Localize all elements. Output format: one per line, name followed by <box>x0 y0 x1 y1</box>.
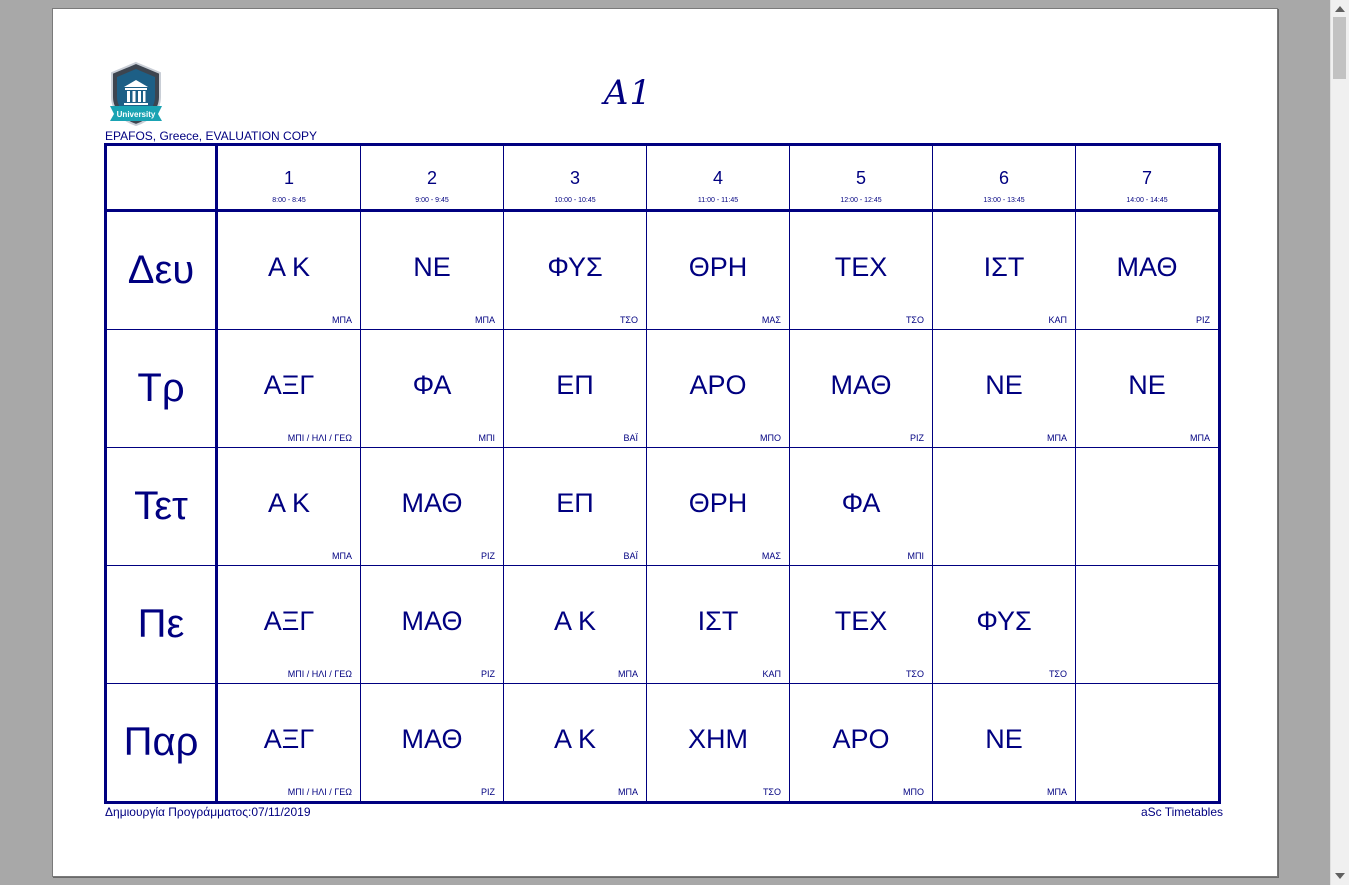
creation-date: Δημιουργία Προγράμματος:07/11/2019 <box>105 805 311 819</box>
teacher-code: ΡΙΖ <box>1195 315 1210 325</box>
lesson-cell <box>1076 330 1220 448</box>
lesson-cell <box>647 448 790 566</box>
period-time: 11:00 - 11:45 <box>697 197 739 204</box>
lesson-cell <box>647 330 790 448</box>
teacher-code: ΤΣΟ <box>619 315 638 325</box>
subject-code: ΜΑΘ <box>401 488 463 518</box>
lesson-cell <box>217 448 361 566</box>
subject-code: ΤΕΧ <box>834 252 888 282</box>
school-name: EPAFOS, Greece, EVALUATION COPY <box>105 129 318 143</box>
subject-code: ΝΕ <box>1128 370 1166 400</box>
subject-code: ΤΕΧ <box>834 606 888 636</box>
subject-code: ΑΞΓ <box>263 724 315 754</box>
day-label: Δευ <box>106 211 217 330</box>
periods-header-row <box>106 145 1220 211</box>
timetable-grid <box>104 143 1221 804</box>
teacher-code: ΤΣΟ <box>762 787 781 797</box>
period-number: 3 <box>569 168 580 188</box>
lesson-cell <box>790 684 933 803</box>
day-label: Τετ <box>106 448 217 566</box>
lesson-cell <box>504 330 647 448</box>
teacher-code: ΤΣΟ <box>905 315 924 325</box>
teacher-code: ΡΙΖ <box>480 551 495 561</box>
subject-code: ΑΡΟ <box>832 724 890 754</box>
lesson-cell <box>217 330 361 448</box>
subject-code: ΦΥΣ <box>976 606 1032 636</box>
lesson-cell <box>790 448 933 566</box>
teacher-code: ΜΠΟ <box>903 787 924 797</box>
day-row <box>106 330 1220 448</box>
lesson-cell <box>361 330 504 448</box>
subject-code: ΜΑΘ <box>401 724 463 754</box>
subject-code: ΑΡΟ <box>689 370 747 400</box>
period-header <box>647 145 790 211</box>
day-label: Παρ <box>106 684 217 803</box>
teacher-code: ΜΠΑ <box>1190 433 1210 443</box>
teacher-code: ΡΙΖ <box>480 669 495 679</box>
teacher-code: ΡΙΖ <box>909 433 924 443</box>
lesson-cell <box>1076 448 1220 566</box>
teacher-code: ΒΑΪ <box>623 433 638 443</box>
subject-code: Α Κ <box>267 488 311 518</box>
lesson-cell <box>504 566 647 684</box>
subject-code: ΑΞΓ <box>263 606 315 636</box>
subject-code: ΕΠ <box>556 370 594 400</box>
teacher-code: ΜΠΙ / ΗΛΙ / ΓΕΩ <box>287 433 352 443</box>
subject-code: ΦΑ <box>841 488 881 518</box>
teacher-code: ΜΠΑ <box>618 669 638 679</box>
teacher-code: ΜΠΑ <box>475 315 495 325</box>
lesson-cell <box>790 211 933 330</box>
subject-code: ΕΠ <box>556 488 594 518</box>
period-number: 7 <box>1141 168 1152 188</box>
lesson-cell <box>1076 566 1220 684</box>
period-header <box>933 145 1076 211</box>
period-time: 12:00 - 12:45 <box>840 197 882 204</box>
subject-code: ΧΗΜ <box>688 724 748 754</box>
brand-label: aSc Timetables <box>1140 805 1223 819</box>
period-number: 5 <box>855 168 866 188</box>
print-preview-page <box>52 8 1278 877</box>
teacher-code: ΜΠΑ <box>1047 787 1067 797</box>
period-header <box>1076 145 1220 211</box>
lesson-cell <box>933 211 1076 330</box>
scroll-up-icon[interactable] <box>1335 6 1345 12</box>
lesson-cell <box>217 684 361 803</box>
subject-code: ΑΞΓ <box>263 370 315 400</box>
day-label: Πε <box>106 566 217 684</box>
lesson-cell <box>790 566 933 684</box>
teacher-code: ΜΠΙ / ΗΛΙ / ΓΕΩ <box>287 669 352 679</box>
lesson-cell <box>217 211 361 330</box>
teacher-code: ΚΑΠ <box>1048 315 1067 325</box>
day-label: Τρ <box>106 330 217 448</box>
timetable-title: A1 <box>603 73 653 113</box>
subject-code: Α Κ <box>267 252 311 282</box>
lesson-cell <box>1076 684 1220 803</box>
teacher-code: ΤΣΟ <box>1048 669 1067 679</box>
lesson-cell <box>504 211 647 330</box>
teacher-code: ΜΠΙ / ΗΛΙ / ΓΕΩ <box>287 787 352 797</box>
lesson-cell <box>361 684 504 803</box>
teacher-code: ΒΑΪ <box>623 551 638 561</box>
subject-code: ΦΥΣ <box>547 252 603 282</box>
subject-code: ΜΑΘ <box>1116 252 1178 282</box>
teacher-code: ΜΠΑ <box>332 315 352 325</box>
subject-code: ΘΡΗ <box>688 488 748 518</box>
teacher-code: ΜΠΑ <box>618 787 638 797</box>
day-row <box>106 211 1220 330</box>
subject-code: ΝΕ <box>985 724 1023 754</box>
subject-code: ΦΑ <box>412 370 452 400</box>
university-logo <box>108 61 164 127</box>
period-header <box>790 145 933 211</box>
lesson-cell <box>361 211 504 330</box>
teacher-code: ΚΑΠ <box>762 669 781 679</box>
scroll-thumb[interactable] <box>1333 17 1346 79</box>
subject-code: ΜΑΘ <box>830 370 892 400</box>
subject-code: ΜΑΘ <box>401 606 463 636</box>
lesson-cell <box>933 566 1076 684</box>
lesson-cell <box>790 330 933 448</box>
period-number: 4 <box>712 168 723 188</box>
period-header <box>217 145 361 211</box>
period-number: 1 <box>283 168 294 188</box>
lesson-cell <box>504 684 647 803</box>
lesson-cell <box>647 684 790 803</box>
teacher-code: ΜΠΟ <box>760 433 781 443</box>
teacher-code: ΜΠΑ <box>332 551 352 561</box>
period-time: 10:00 - 10:45 <box>554 197 596 204</box>
period-time: 9:00 - 9:45 <box>415 197 449 204</box>
lesson-cell <box>361 566 504 684</box>
scroll-down-icon[interactable] <box>1335 873 1345 879</box>
teacher-code: ΜΑΣ <box>761 551 781 561</box>
lesson-cell <box>217 566 361 684</box>
period-number: 2 <box>426 168 437 188</box>
teacher-code: ΡΙΖ <box>480 787 495 797</box>
lesson-cell <box>647 566 790 684</box>
period-header <box>361 145 504 211</box>
logo-text: University <box>116 110 156 119</box>
lesson-cell <box>933 448 1076 566</box>
period-header <box>504 145 647 211</box>
timetable-body <box>106 211 1220 803</box>
subject-code: Α Κ <box>553 724 597 754</box>
corner-cell <box>106 145 217 211</box>
lesson-cell <box>933 330 1076 448</box>
vertical-scrollbar[interactable] <box>1330 0 1349 885</box>
teacher-code: ΜΠΙ <box>907 551 924 561</box>
lesson-cell <box>647 211 790 330</box>
period-time: 8:00 - 8:45 <box>272 197 306 204</box>
teacher-code: ΜΠΙ <box>478 433 495 443</box>
subject-code: ΝΕ <box>413 252 451 282</box>
period-time: 14:00 - 14:45 <box>1126 197 1168 204</box>
lesson-cell <box>504 448 647 566</box>
teacher-code: ΜΠΑ <box>1047 433 1067 443</box>
day-row <box>106 566 1220 684</box>
lesson-cell <box>933 684 1076 803</box>
subject-code: ΙΣΤ <box>697 606 739 636</box>
subject-code: ΙΣΤ <box>983 252 1025 282</box>
subject-code: Α Κ <box>553 606 597 636</box>
subject-code: ΘΡΗ <box>688 252 748 282</box>
day-row <box>106 448 1220 566</box>
teacher-code: ΜΑΣ <box>761 315 781 325</box>
period-time: 13:00 - 13:45 <box>983 197 1025 204</box>
subject-code: ΝΕ <box>985 370 1023 400</box>
teacher-code: ΤΣΟ <box>905 669 924 679</box>
period-number: 6 <box>998 168 1009 188</box>
lesson-cell <box>361 448 504 566</box>
day-row <box>106 684 1220 803</box>
lesson-cell <box>1076 211 1220 330</box>
